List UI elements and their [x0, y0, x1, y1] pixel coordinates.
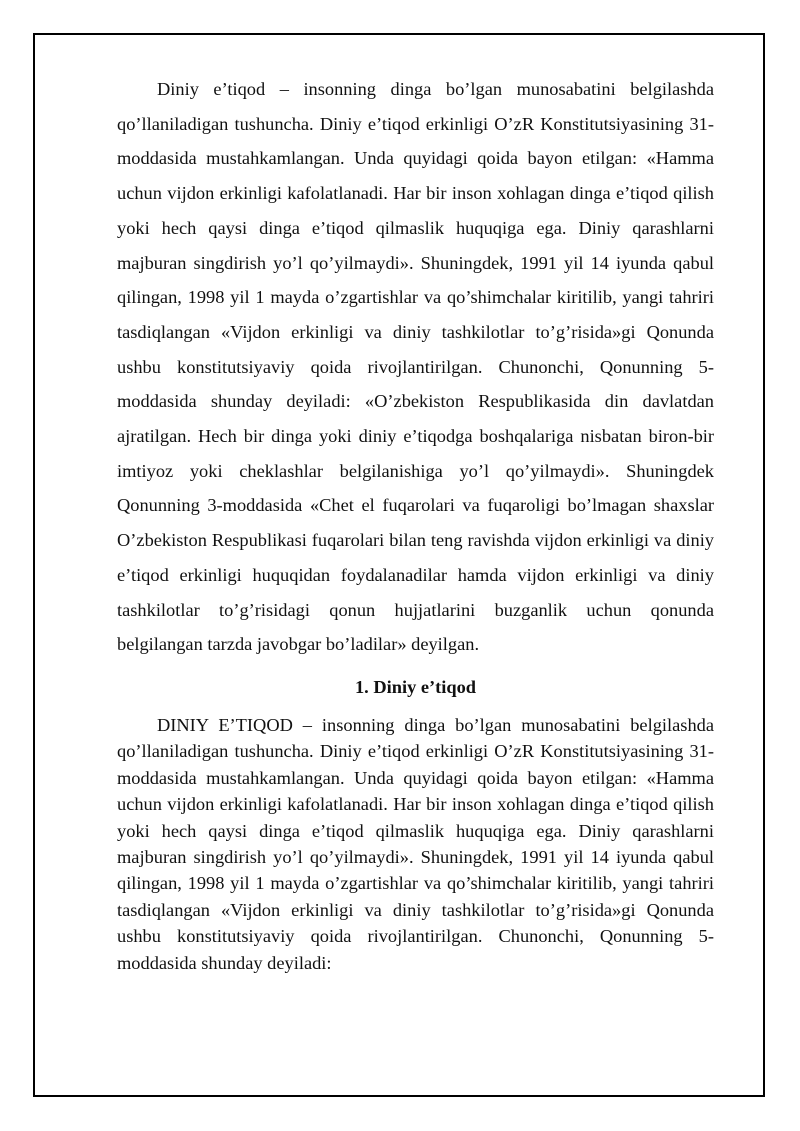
paragraph-section-1: DINIY E’TIQOD – insonning dinga bo’lgan munosabatini belgilashda qo’llaniladigan tushuncha. Diniy e’tiqod erkinligi O’zR Konstitutsiyasining 31-moddasida mustahkamlangan. Unda quyidagi qoida bayon etilgan: «Hamma uchun vijdon erkinligi kafolatlanadi. Har bir inson xohlagan dinga e’tiqod qilish yoki hech qaysi dinga e’tiqod qilmaslik huquqiga ega. Diniy qarashlarni majburan singdirish yo’l qo’yilmaydi». Shuningdek, 1991 yil 14 iyunda qabul qilingan, 1998 yil 1 mayda o’zgartishlar va qo’shimchalar kiritilib, yangi tahriri tasdiqlangan «Vijdon erkinligi va diniy tashkilotlar to’g’risida»gi Qonunda ushbu konstitutsiyaviy qoida rivojlantirilgan. Chunonchi, Qonunning 5-moddasida shunday deyiladi:: [117, 714, 714, 973]
section-heading: 1. Diniy e’tiqod: [354, 676, 477, 697]
paragraph-intro: Diniy e’tiqod – insonning dinga bo’lgan munosabatini belgilashda qo’llaniladigan tushuncha. Diniy e’tiqod erkinligi O’zR Konstitutsiyasining 31-moddasida mustahkamlangan. Unda quyidagi qoida bayon etilgan: «Hamma uchun vijdon erkinligi kafolatlanadi. Har bir inson xohlagan dinga e’tiqod qilish yoki hech qaysi dinga e’tiqod qilmaslik huquqiga ega. Diniy qarashlarni majburan singdirish yo’l qo’yilmaydi». Shuningdek, 1991 yil 14 iyunda qabul qilingan, 1998 yil 1 mayda o’zgartishlar va qo’shimchalar kiritilib, yangi tahriri tasdiqlangan «Vijdon erkinligi va diniy tashkilotlar to’g’risida»gi Qonunda ushbu konstitutsiyaviy qoida rivojlantirilgan. Chunonchi, Qonunning 5-moddasida shunday deyiladi: «O’zbekiston Respublikasida din davlatdan ajratilgan. Hech bir dinga yoki diniy e’tiqodga boshqalariga nisbatan biron-bir imtiyoz yoki cheklashlar belgilanishiga yo’l qo’yilmaydi». Shuningdek Qonunning 3-moddasida «Chet el fuqarolari va fuqaroligi bo’lmagan shaxslar O’zbekiston Respublikasi fuqarolari bilan teng ravishda vijdon erkinligi va diniy e’tiqod erkinligi huquqidan foydalanadilar hamda vijdon erkinligi va diniy tashkilotlar to’g’risidagi qonun hujjatlarini buzganlik uchun qonunda belgilangan tarzda javobgar bo’ladilar» deyilgan.: [117, 79, 714, 655]
document-body: [117, 72, 714, 976]
